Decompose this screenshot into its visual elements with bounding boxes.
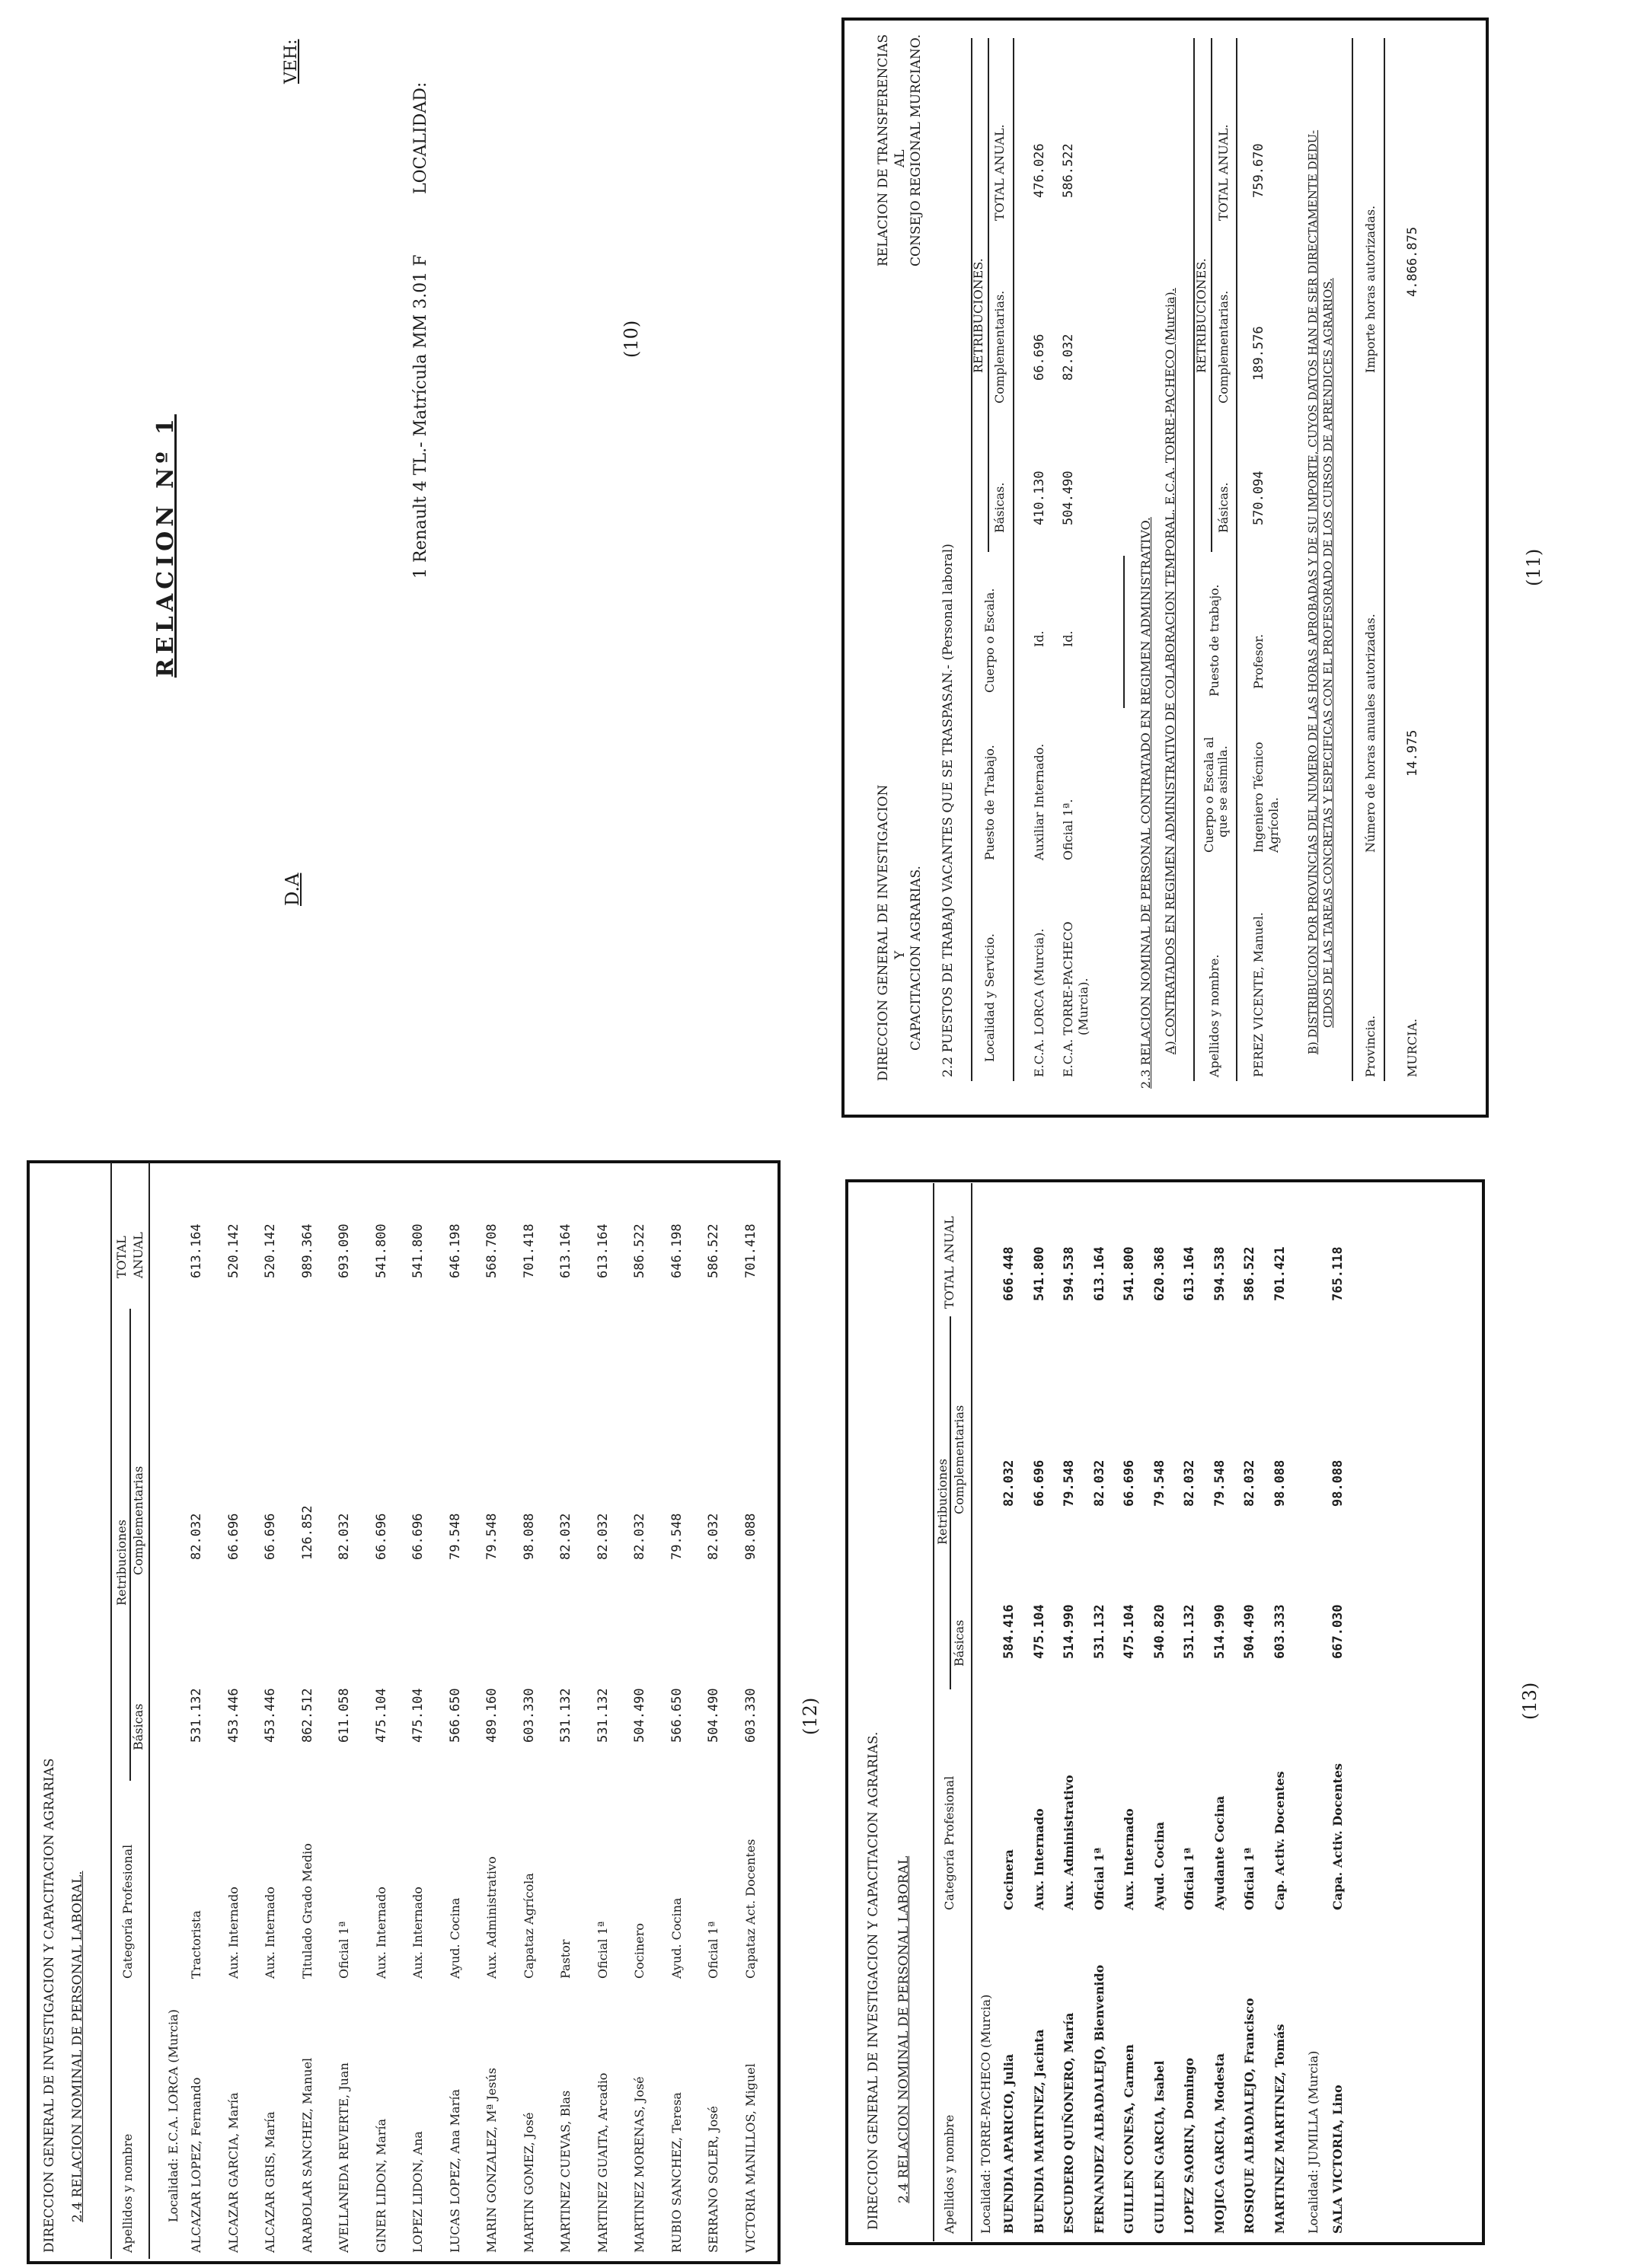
table-row-category: Aux. Internado xyxy=(1031,1808,1046,1910)
table-row-total: 989.364 xyxy=(299,1223,315,1278)
table-row-name: MOJICA GARCIA, Modesta xyxy=(1212,2053,1227,2234)
table-row-complementarias: 82.032 xyxy=(706,1513,721,1560)
table-row-basicas: 531.132 xyxy=(1091,1604,1107,1659)
table-row-category: Oficial 1ª xyxy=(1242,1847,1256,1910)
table-row-complementarias: 82.032 xyxy=(632,1513,647,1560)
p13-head: DIRECCION GENERAL DE INVESTIGACION Y CAPACITACION AGRARIAS. xyxy=(866,1731,881,2230)
table-row-basicas: 566.650 xyxy=(669,1688,685,1743)
p13-localidad-2: Localidad: JUMILLA (Murcia) xyxy=(1306,2050,1320,2234)
p13-last-name: SALA VICTORIA, Lino xyxy=(1330,2085,1345,2234)
table-row-name: ALCAZAR LOPEZ, Fernando xyxy=(189,2077,203,2253)
table-row-basicas: 453.446 xyxy=(225,1688,241,1743)
table-row-name: MARTINEZ CUEVAS, Blas xyxy=(558,2090,573,2253)
table-row-complementarias: 82.032 xyxy=(1242,1459,1257,1507)
table-row-basicas: 531.132 xyxy=(189,1688,204,1743)
t1-r2-bas: 504.490 xyxy=(1061,471,1076,525)
p13-col-total: TOTAL ANUAL xyxy=(942,1216,956,1309)
table-row-total: 646.198 xyxy=(669,1223,685,1278)
p13-last-bas: 667.030 xyxy=(1330,1604,1346,1659)
table-row-name: LUCAS LOPEZ, Ana María xyxy=(447,2089,462,2253)
table-row-category: Pastor xyxy=(558,1939,573,1979)
t2-r1-comp: 189.576 xyxy=(1251,326,1266,381)
t1-col-total: TOTAL ANUAL. xyxy=(992,124,1007,221)
table-row-name: AVELLANEDA REVERTE, Juan xyxy=(337,2062,351,2253)
page-12 xyxy=(0,1149,819,2268)
table-row-category: Aux. Internado xyxy=(410,1887,425,1979)
p12-col-cat: Categoría Profesional xyxy=(120,1844,135,1979)
table-row-complementarias: 66.696 xyxy=(1122,1459,1137,1507)
p11-head1: DIRECCION GENERAL DE INVESTIGACION xyxy=(876,784,891,1081)
table-row-total: 613.164 xyxy=(189,1223,204,1278)
table-row-basicas: 514.990 xyxy=(1212,1604,1228,1659)
table-row-total: 568.708 xyxy=(484,1223,500,1278)
t1-r2-comp: 82.032 xyxy=(1061,333,1076,381)
t2-r1-name: PEREZ VICENTE, Manuel. xyxy=(1251,912,1266,1077)
p13-last-cat: Capa. Activ. Docentes xyxy=(1330,1763,1345,1910)
table-row-total: 620.368 xyxy=(1151,1246,1167,1301)
p11-right3: CONSEJO REGIONAL MURCIANO. xyxy=(908,33,924,266)
table-row-complementarias: 82.032 xyxy=(558,1513,573,1560)
p11-right1: RELACION DE TRANSFERENCIAS xyxy=(876,33,891,266)
t1-r2-cuerpo: Id. xyxy=(1061,630,1075,647)
table-row-total: 613.164 xyxy=(1091,1246,1107,1301)
t3-r1-horas: 14.975 xyxy=(1405,729,1420,777)
table-row-basicas: 504.490 xyxy=(1242,1604,1257,1659)
t3-r1-prov: MURCIA. xyxy=(1405,1018,1419,1077)
table-row-total: 520.142 xyxy=(225,1223,241,1278)
table-row-complementarias: 82.032 xyxy=(1001,1459,1017,1507)
table-row-total: 613.164 xyxy=(595,1223,611,1278)
table-row-name: MARTINEZ GUAITA, Arcadio xyxy=(595,2072,610,2253)
table-row-basicas: 540.820 xyxy=(1151,1604,1167,1659)
table-row-name: BUENDIA MARTINEZ, Jacinta xyxy=(1031,2029,1046,2234)
s23-a: A) CONTRATADOS EN REGIMEN ADMINISTRATIVO DE COLABORACION TEMPORAL. E.C.A. TORRE-PACHECO (Murcia). xyxy=(1163,288,1177,1054)
table-row-complementarias: 82.032 xyxy=(337,1513,352,1560)
table-row-name: LOPEZ LIDON, Ana xyxy=(410,2131,425,2253)
table-row-complementarias: 79.548 xyxy=(1212,1459,1228,1507)
table-row-complementarias: 82.032 xyxy=(1182,1459,1197,1507)
table-row-basicas: 475.104 xyxy=(1031,1604,1047,1659)
table-row-complementarias: 66.696 xyxy=(1031,1459,1047,1507)
p12-sub: 2.4 RELACION NOMINAL DE PERSONAL LABORAL. xyxy=(70,1871,85,2222)
table-row-name: ROSIQUE ALBADALEJO, Francisco xyxy=(1242,1998,1256,2234)
p13-sub: 2.4 RELACION NOMINAL DE PERSONAL LABORAL xyxy=(896,1855,912,2203)
t3-col-horas: Número de horas anuales autorizadas. xyxy=(1363,614,1378,853)
t1-col-loc: Localidad y Servicio. xyxy=(982,933,997,1062)
table-row-complementarias: 126.852 xyxy=(299,1505,315,1560)
table-row-category: Aux. Internado xyxy=(1122,1808,1136,1910)
page-number-12: (12) xyxy=(800,1697,821,1735)
t1-col-bas: Básicas. xyxy=(992,482,1007,533)
t2-col-bas: Básicas. xyxy=(1216,482,1231,533)
p13-col-name: Apellidos y nombre xyxy=(942,2114,956,2234)
table-row-name: FERNANDEZ ALBADALEJO, Bienvenido xyxy=(1091,1964,1106,2234)
da-mark: D.A xyxy=(282,872,303,906)
table-row-total: 541.800 xyxy=(410,1223,426,1278)
table-row-complementarias: 98.088 xyxy=(1272,1459,1288,1507)
p11-right2: AL xyxy=(892,149,908,167)
table-row-category: Aux. Internado xyxy=(373,1887,388,1979)
t1-r1-total: 476.026 xyxy=(1032,143,1047,198)
t1-col-comp: Complementarias. xyxy=(992,290,1007,404)
p12-col-name: Apellidos y nombre xyxy=(120,2133,135,2253)
table-row-name: MARTIN GOMEZ, José xyxy=(521,2112,536,2253)
table-row-basicas: 603.333 xyxy=(1272,1604,1288,1659)
table-row-category: Ayud. Cocina xyxy=(669,1897,684,1979)
table-row-total: 701.421 xyxy=(1272,1246,1288,1301)
table-row-basicas: 603.330 xyxy=(521,1688,537,1743)
s22-title: 2.2 PUESTOS DE TRABAJO VACANTES QUE SE TRASPASAN.- (Personal laboral) xyxy=(940,544,956,1077)
table-row-basicas: 489.160 xyxy=(484,1688,500,1743)
table-row-category: Tractorista xyxy=(189,1910,203,1979)
vehiculo-label: VEH: xyxy=(282,39,301,84)
table-row-complementarias: 79.548 xyxy=(484,1513,500,1560)
localidad-label: LOCALIDAD: xyxy=(411,81,430,194)
t1-r1-comp: 66.696 xyxy=(1032,333,1047,381)
page-number-13: (13) xyxy=(1519,1682,1541,1720)
table-row-basicas: 504.490 xyxy=(632,1688,647,1743)
t1-r1-puesto: Auxiliar Internado. xyxy=(1032,743,1046,860)
t3-col-prov: Provincia. xyxy=(1363,1015,1378,1077)
table-row-name: ARABOLAR SANCHEZ, Manuel xyxy=(299,2057,315,2253)
table-row-total: 541.800 xyxy=(373,1223,389,1278)
p13-col-retrib: Retribuciones xyxy=(935,1459,950,1545)
table-row-complementarias: 98.088 xyxy=(742,1513,758,1560)
table-row-name: SERRANO SOLER, José xyxy=(706,2106,720,2253)
table-row-total: 541.800 xyxy=(1031,1246,1047,1301)
p13-localidad-1: Localidad: TORRE-PACHECO (Murcia) xyxy=(979,1994,993,2234)
table-row-name: ALCAZAR GRIS, María xyxy=(263,2111,277,2253)
table-row-basicas: 862.512 xyxy=(299,1688,315,1743)
table-row-category: Ayud. Cocina xyxy=(447,1897,462,1979)
table-row-total: 541.800 xyxy=(1122,1246,1137,1301)
table-row-category: Aux. Administrativo xyxy=(1062,1775,1076,1910)
table-row-name: LOPEZ SAORIN, Domingo xyxy=(1182,2057,1196,2234)
t1-r2-puesto: Oficial 1ª. xyxy=(1061,799,1075,860)
table-row-complementarias: 66.696 xyxy=(263,1513,278,1560)
t2-col-puesto: Puesto de trabajo. xyxy=(1207,584,1221,697)
table-row-basicas: 514.990 xyxy=(1062,1604,1077,1659)
table-row-name: BUENDIA APARICIO, Julia xyxy=(1001,2053,1016,2234)
table-row-basicas: 531.132 xyxy=(595,1688,611,1743)
table-row-total: 520.142 xyxy=(263,1223,278,1278)
p12-col-retrib: Retribuciones xyxy=(114,1520,129,1606)
p13-last-comp: 98.088 xyxy=(1330,1459,1346,1507)
page-number-11: (11) xyxy=(1523,548,1544,586)
table-row-name: RUBIO SANCHEZ, Teresa xyxy=(669,2092,684,2253)
t2-r1-cuerpo2: Agrícola. xyxy=(1266,797,1281,853)
t1-r2-loc2: (Murcia). xyxy=(1076,978,1090,1035)
table-row-total: 594.538 xyxy=(1212,1246,1228,1301)
table-row-complementarias: 98.088 xyxy=(521,1513,537,1560)
table-row-category: Oficial 1ª xyxy=(1091,1847,1106,1910)
table-row-complementarias: 79.548 xyxy=(1151,1459,1167,1507)
table-row-category: Aux. Internado xyxy=(263,1887,277,1979)
table-row-complementarias: 82.032 xyxy=(595,1513,611,1560)
p12-head: DIRECCION GENERAL DE INVESTIGACION Y CAPACITACION AGRARIAS xyxy=(42,1758,57,2253)
table-row-complementarias: 79.548 xyxy=(447,1513,463,1560)
t1-r2-loc: E.C.A. TORRE-PACHECO xyxy=(1061,921,1075,1077)
table-row-complementarias: 66.696 xyxy=(225,1513,241,1560)
table-row-complementarias: 82.032 xyxy=(1091,1459,1107,1507)
page-10 xyxy=(0,0,819,1134)
table-row-category: Ayudante Cocina xyxy=(1212,1795,1227,1910)
table-row-category: Oficial 1ª xyxy=(706,1921,720,1979)
table-row-complementarias: 66.696 xyxy=(410,1513,426,1560)
table-row-total: 693.090 xyxy=(337,1223,352,1278)
table-row-name: VICTORIA MANILLOS, Miguel xyxy=(742,2063,758,2253)
table-row-name: GUILLEN CONESA, Carmen xyxy=(1122,2044,1136,2234)
table-row-name: MARTINEZ MARTINEZ, Tomás xyxy=(1272,2024,1287,2234)
p12-col-anual: ANUAL xyxy=(131,1232,145,1278)
t2-col-retrib: RETRIBUCIONES. xyxy=(1194,258,1209,373)
t2-r1-cuerpo: Ingeniero Técnico xyxy=(1251,742,1266,853)
t1-col-cuerpo: Cuerpo o Escala. xyxy=(982,588,997,693)
t2-r1-puesto: Profesor. xyxy=(1251,633,1266,689)
vehiculo-desc: 1 Renault 4 TL.- Matrícula MM 3.01 F xyxy=(411,254,430,579)
table-row-name: ESCUDERO QUIÑONERO, María xyxy=(1062,2012,1076,2234)
table-row-basicas: 475.104 xyxy=(373,1688,389,1743)
t1-r1-cuerpo: Id. xyxy=(1032,630,1046,647)
p12-localidad: Localidad: E.C.A. LORCA (Murcia) xyxy=(166,2009,180,2222)
table-row-basicas: 475.104 xyxy=(410,1688,426,1743)
table-row-name: MARIN GONZALEZ, Mª Jesús xyxy=(484,2068,499,2253)
page-13 xyxy=(819,1149,1638,2268)
table-row-category: Oficial 1ª xyxy=(1182,1847,1196,1910)
table-row-category: Aux. Administrativo xyxy=(484,1856,499,1979)
t1-col-puesto: Puesto de Trabajo. xyxy=(982,745,997,860)
table-row-basicas: 531.132 xyxy=(1182,1604,1197,1659)
table-row-basicas: 611.058 xyxy=(337,1688,352,1743)
table-row-basicas: 584.416 xyxy=(1001,1604,1017,1659)
p12-col-comp: Complementarias xyxy=(131,1466,145,1575)
t2-col-cuerpo: Cuerpo o Escala al xyxy=(1202,736,1216,853)
t1-r1-bas: 410.130 xyxy=(1032,471,1047,525)
table-row-basicas: 566.650 xyxy=(447,1688,463,1743)
p12-col-bas: Básicas xyxy=(131,1703,145,1750)
table-row-total: 586.522 xyxy=(706,1223,721,1278)
s23-title: 2.3 RELACION NOMINAL DE PERSONAL CONTRATADO EN REGIMEN ADMINISTRATIVO. xyxy=(1138,517,1153,1089)
table-row-basicas: 504.490 xyxy=(706,1688,721,1743)
page-number-10: (10) xyxy=(621,320,642,358)
table-row-complementarias: 79.548 xyxy=(1062,1459,1077,1507)
table-row-category: Ayud. Cocina xyxy=(1151,1821,1167,1910)
t2-col-comp: Complementarias. xyxy=(1216,290,1231,404)
t2-r1-bas: 570.094 xyxy=(1251,471,1266,525)
page-11 xyxy=(819,0,1638,1134)
t2-col-total: TOTAL ANUAL. xyxy=(1216,124,1231,221)
table-row-complementarias: 82.032 xyxy=(189,1513,204,1560)
table-row-category: Capataz Act. Docentes xyxy=(742,1839,758,1979)
table-row-basicas: 603.330 xyxy=(742,1688,758,1743)
t3-col-importe: Importe horas autorizadas. xyxy=(1363,205,1378,373)
table-row-total: 613.164 xyxy=(558,1223,573,1278)
t1-r1-loc: E.C.A. LORCA (Murcia). xyxy=(1032,928,1046,1077)
s23-b1: B) DISTRIBUCION POR PROVINCIAS DEL NUMERO DE LAS HORAS APROBADAS Y DE SU IMPORTE, CUYOS DATOS HAN DE SER DIRECTAMENTE DEDU- xyxy=(1306,129,1320,1054)
t2-col-cuerpo2: que se asimila. xyxy=(1215,745,1230,837)
t2-col-name: Apellidos y nombre. xyxy=(1207,954,1221,1077)
table-row-category: Titulado Grado Medio xyxy=(299,1843,315,1979)
p11-head3: CAPACITACION AGRARIAS. xyxy=(908,866,924,1051)
table-row-category: Cap. Activ. Docentes xyxy=(1272,1771,1287,1910)
table-row-basicas: 531.132 xyxy=(558,1688,573,1743)
t1-r2-total: 586.522 xyxy=(1061,143,1076,198)
p13-col-cat: Categoría Profesional xyxy=(942,1775,956,1910)
table-row-complementarias: 79.548 xyxy=(669,1513,685,1560)
table-row-total: 701.418 xyxy=(521,1223,537,1278)
table-row-total: 613.164 xyxy=(1182,1246,1197,1301)
table-row-name: MARTINEZ MORENAS, José xyxy=(632,2076,647,2253)
table-row-category: Cocinero xyxy=(632,1922,647,1979)
table-row-total: 701.418 xyxy=(742,1223,758,1278)
p11-head2: Y xyxy=(892,950,908,959)
relacion-title: RELACION Nº 1 xyxy=(152,414,179,678)
t1-col-retrib: RETRIBUCIONES. xyxy=(971,258,985,373)
table-row-category: Cocinera xyxy=(1001,1849,1016,1910)
table-row-basicas: 475.104 xyxy=(1122,1604,1137,1659)
s23-b2: CIDOS DE LAS TAREAS CONCRETAS Y ESPECIFICAS CON EL PROFESORADO DE LOS CURSOS DE APRENDICES AGRARIOS. xyxy=(1321,278,1335,1028)
table-row-total: 586.522 xyxy=(1242,1246,1257,1301)
p13-col-bas: Básicas xyxy=(952,1619,966,1667)
table-row-name: GUILLEN GARCIA, Isabel xyxy=(1151,2060,1167,2234)
table-row-total: 646.198 xyxy=(447,1223,463,1278)
table-row-total: 666.448 xyxy=(1001,1246,1017,1301)
table-row-category: Aux. Internado xyxy=(225,1887,241,1979)
table-row-name: ALCAZAR GARCIA, María xyxy=(225,2092,241,2253)
p12-col-total: TOTAL xyxy=(114,1236,129,1278)
p13-last-total: 765.118 xyxy=(1330,1246,1346,1301)
table-row-total: 586.522 xyxy=(632,1223,647,1278)
p13-col-comp: Complementarias xyxy=(952,1405,966,1514)
table-row-basicas: 453.446 xyxy=(263,1688,278,1743)
table-row-category: Oficial 1ª xyxy=(337,1921,351,1979)
t2-r1-total: 759.670 xyxy=(1251,143,1266,198)
table-row-total: 594.538 xyxy=(1062,1246,1077,1301)
t3-r1-importe: 4.866.875 xyxy=(1405,226,1420,297)
table-row-category: Oficial 1ª xyxy=(595,1921,610,1979)
table-row-category: Capataz Agrícola xyxy=(521,1873,536,1979)
table-row-name: GINER LIDON, María xyxy=(373,2118,388,2253)
table-row-complementarias: 66.696 xyxy=(373,1513,389,1560)
